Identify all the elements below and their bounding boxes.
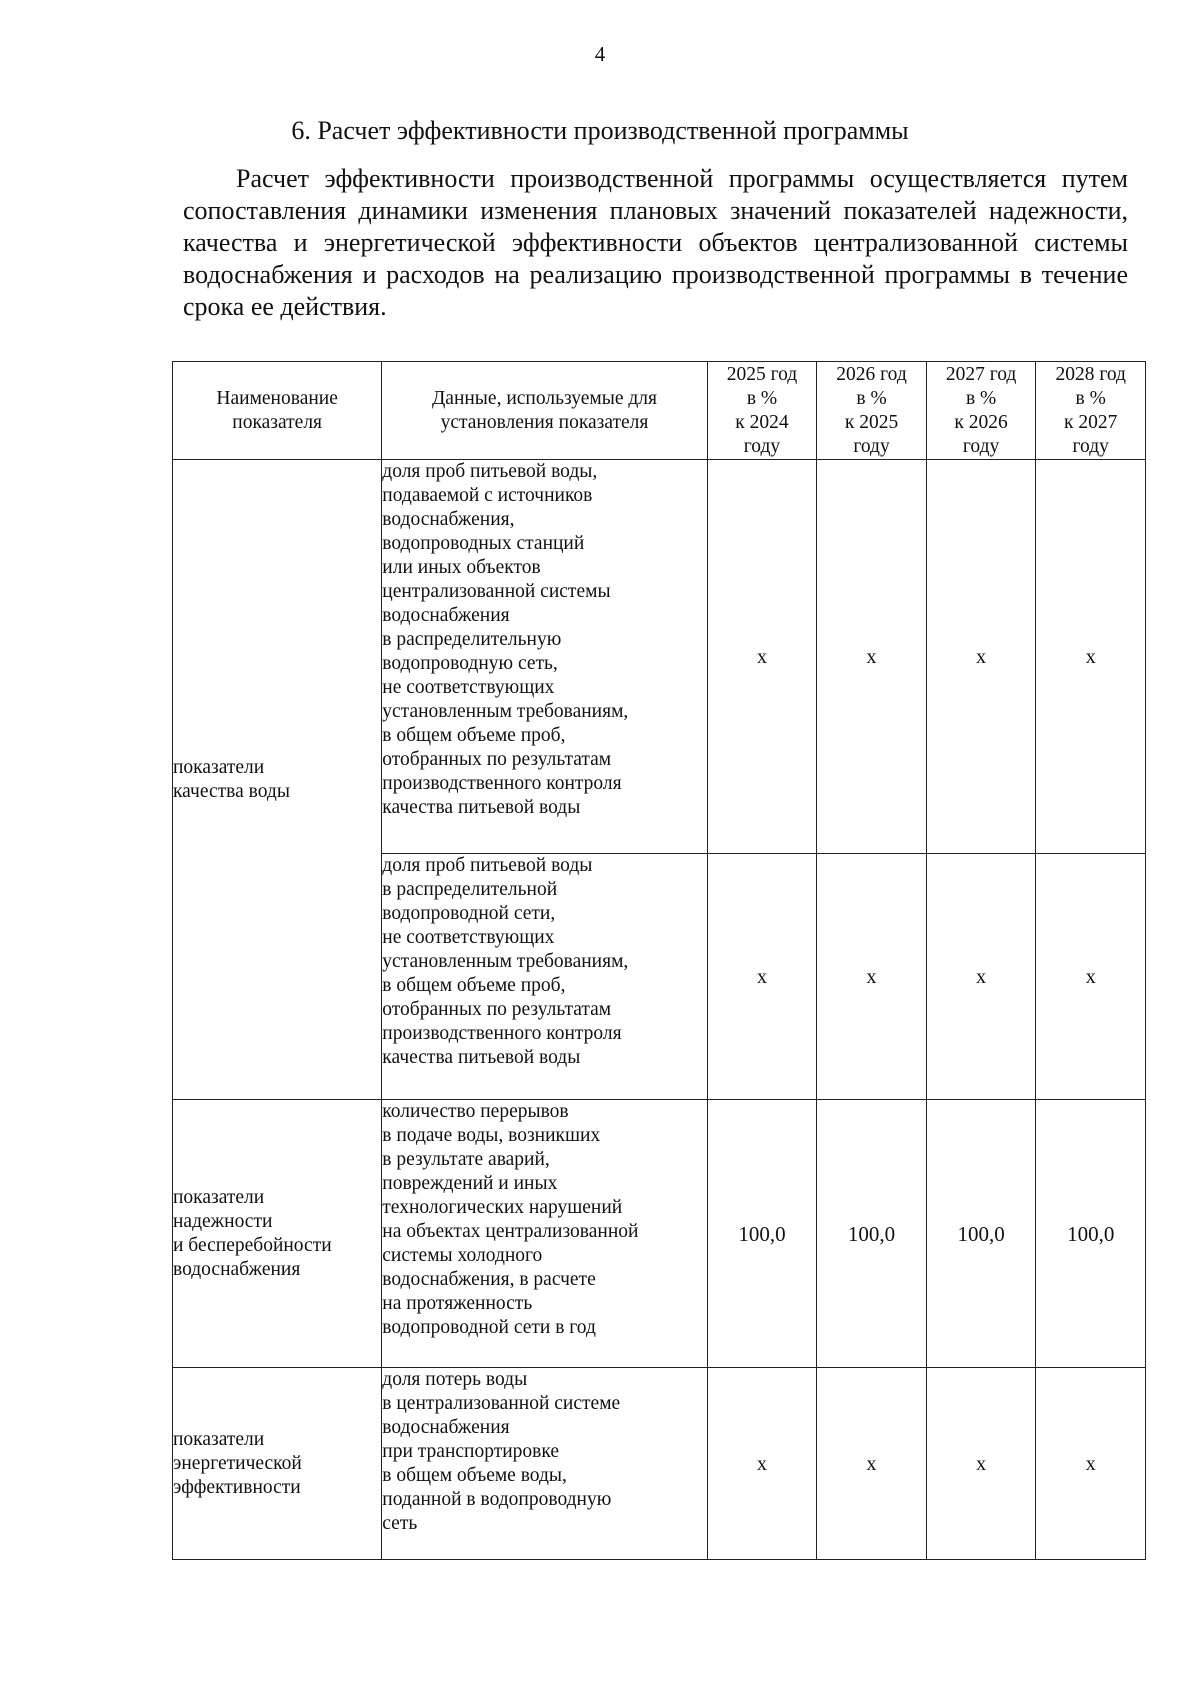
header-name: Наименование показателя bbox=[173, 362, 382, 460]
header-year-line: году bbox=[1072, 435, 1109, 457]
header-year-line: к 2026 bbox=[954, 411, 1008, 433]
header-year-2027 bbox=[926, 362, 1036, 460]
value-cell: х bbox=[926, 1368, 1036, 1560]
value-cell: х bbox=[1036, 854, 1146, 1100]
indicator-description: доля потерь воды в централизованной системе водоснабжения при транспортировке в общем объеме воды, поданной в водопроводную сеть bbox=[382, 1368, 707, 1560]
table-row bbox=[173, 1368, 1146, 1560]
value-cell: х bbox=[707, 460, 817, 854]
header-year-line: в % bbox=[856, 387, 887, 409]
value-cell: х bbox=[926, 854, 1036, 1100]
header-year-line: 2026 год bbox=[836, 363, 907, 385]
value-cell: х bbox=[1036, 460, 1146, 854]
header-year-line: к 2025 bbox=[844, 411, 899, 433]
value-cell: х bbox=[817, 1368, 927, 1560]
header-year-2025 bbox=[707, 362, 817, 460]
header-year-line: к 2027 bbox=[1064, 411, 1118, 433]
value-cell: 100,0 bbox=[1036, 1100, 1146, 1368]
value-cell: х bbox=[817, 854, 927, 1100]
indicator-name: показатели надежности и бесперебойности водоснабжения bbox=[173, 1100, 382, 1368]
header-year-2028 bbox=[1036, 362, 1146, 460]
header-data: Данные, используемые для установления показателя bbox=[382, 362, 707, 460]
table-row bbox=[173, 1100, 1146, 1368]
header-year-line: 2027 год bbox=[945, 363, 1017, 385]
indicator-description: количество перерывов в подаче воды, возникших в результате аварий, повреждений и иных технологических нарушений на объектах централизованной системы холодного водоснабжения, в расчете на протяженность водопроводной сети в год bbox=[382, 1100, 707, 1368]
value-cell: х bbox=[707, 1368, 817, 1560]
efficiency-table bbox=[172, 361, 1146, 1560]
header-year-line: году bbox=[962, 435, 1000, 457]
value-cell: х bbox=[926, 460, 1036, 854]
value-cell: х bbox=[817, 460, 927, 854]
page-number: 4 bbox=[594, 42, 606, 66]
indicator-description: доля проб питьевой воды, подаваемой с источников водоснабжения, водопроводных станций или иных объектов централизованной системы водоснабжения в распределительную водопроводную сеть, не соответствующих установленным требованиям, в общем объеме проб, отобранных по результатам производственного контроля качества питьевой воды bbox=[382, 460, 707, 854]
header-year-2026 bbox=[817, 362, 927, 460]
header-year-line: 2028 год bbox=[1055, 363, 1126, 385]
header-year-line: в % bbox=[1075, 387, 1106, 409]
table-header bbox=[173, 362, 1146, 460]
intro-paragraph: Расчет эффективности производственной программы осуществляется путем сопоставления динамики изменения плановых значений показателей надежности, качества и энергетической эффективности объектов централизованной системы водоснабжения и расходов на реализацию производственной программы в течение срока ее действия. bbox=[183, 164, 1128, 321]
header-year-line: году bbox=[743, 435, 781, 457]
header-year-line: году bbox=[853, 435, 890, 457]
header-year-line: в % bbox=[965, 387, 997, 409]
value-cell: х bbox=[707, 854, 817, 1100]
header-year-line: 2025 год bbox=[726, 363, 798, 385]
table-row bbox=[173, 460, 1146, 854]
value-cell: 100,0 bbox=[707, 1100, 817, 1368]
value-cell: х bbox=[1036, 1368, 1146, 1560]
indicator-description: доля проб питьевой воды в распределительной водопроводной сети, не соответствующих установленным требованиям, в общем объеме проб, отобранных по результатам производственного контроля качества питьевой воды bbox=[382, 854, 707, 1100]
value-cell: 100,0 bbox=[817, 1100, 927, 1368]
indicator-name: показатели энергетической эффективности bbox=[173, 1368, 382, 1560]
header-year-line: в % bbox=[746, 387, 778, 409]
header-year-line: к 2024 bbox=[735, 411, 789, 433]
indicator-name: показатели качества воды bbox=[173, 460, 382, 1100]
value-cell: 100,0 bbox=[926, 1100, 1036, 1368]
section-title: 6. Расчет эффективности производственной программы bbox=[291, 116, 909, 145]
